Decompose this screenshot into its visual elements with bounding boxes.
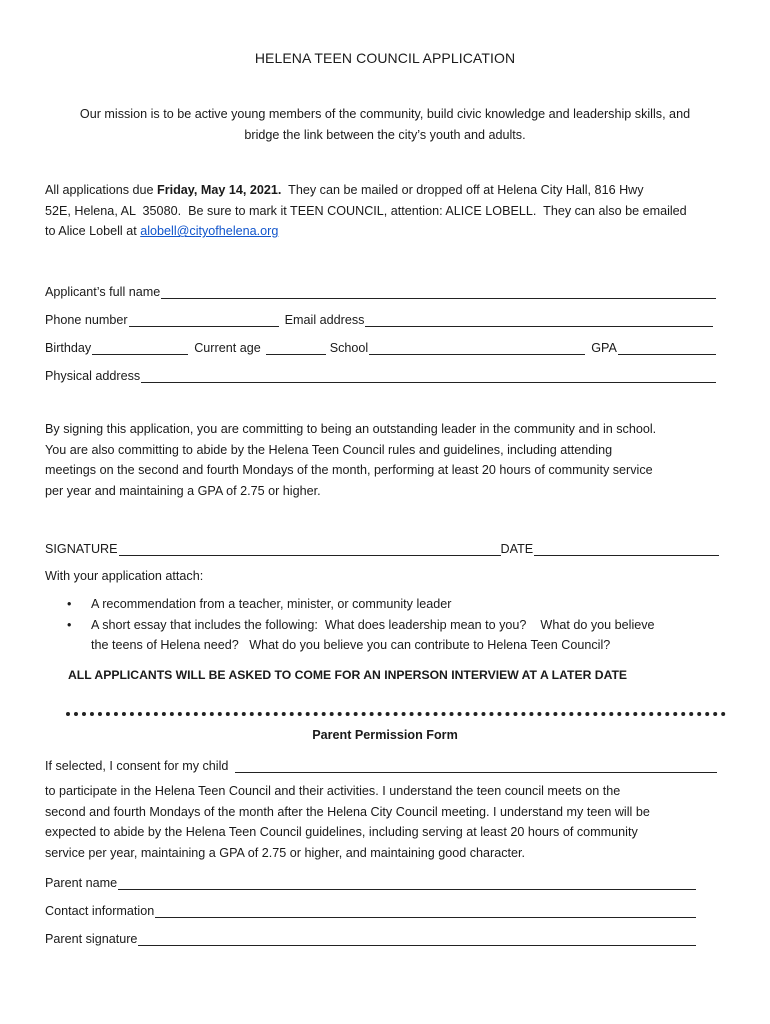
parent-signature-line[interactable] (138, 931, 696, 946)
email-link[interactable]: alobell@cityofhelena.org (140, 224, 279, 239)
bullet-icon: • (67, 617, 72, 632)
commitment-line: meetings on the second and fourth Mondays of the month, performing at least 20 hours of community service (45, 463, 653, 478)
commitment-line: You are also committing to abide by the Helena Teen Council rules and guidelines, including attending (45, 442, 613, 457)
contact-info-label: Contact information (45, 904, 155, 918)
due-line: All applications due Friday, May 14, 2021. They can be mailed or dropped off at Helena City Hall, 816 Hwy (45, 183, 644, 197)
email-label: Email address (284, 313, 365, 327)
consent-line: service per year, maintaining a GPA of 2.75 or higher, and maintaining good character. (45, 845, 526, 860)
due-date: Friday, May 14, 2021. (157, 183, 282, 197)
attach-intro: With your application attach: (45, 569, 204, 583)
consent-line: to participate in the Helena Teen Council and their activities. I understand the teen council meets on the (45, 784, 621, 798)
signature-date-row (45, 538, 719, 556)
commitment-line: By signing this application, you are committing to being an outstanding leader in the community and in school. (45, 422, 657, 436)
interview-notice: ALL APPLICANTS WILL BE ASKED TO COME FOR AN INPERSON INTERVIEW AT A LATER DATE (68, 668, 628, 682)
section-divider (66, 712, 726, 716)
page-title: HELENA TEEN COUNCIL APPLICATION (254, 50, 516, 66)
birthday-label: Birthday (45, 341, 92, 355)
birthday-line[interactable] (92, 340, 188, 355)
full-name-field[interactable] (45, 281, 716, 299)
gpa-line[interactable] (618, 340, 716, 355)
address-field[interactable] (45, 365, 716, 383)
parent-form-heading: Parent Permission Form (312, 728, 458, 742)
parent-name-line[interactable] (118, 875, 696, 890)
list-item: • A short essay that includes the following: What does leadership mean to you? What do you believe the teens of Helena need? What do you believe you can contribute to Helena Teen Council? (45, 615, 735, 656)
list-item: • A recommendation from a teacher, minister, or community leader (45, 594, 735, 615)
parent-name-field[interactable] (45, 872, 696, 890)
due-date-paragraph (45, 180, 745, 242)
due-line: to Alice Lobell at alobell@cityofhelena.org (45, 224, 279, 239)
bullet-icon: • (67, 597, 72, 611)
attachment-list (45, 594, 735, 656)
signature-label: SIGNATURE (45, 542, 118, 556)
date-line[interactable] (534, 541, 719, 556)
email-line[interactable] (365, 312, 713, 327)
date-label: DATE (500, 542, 534, 556)
consent-label: If selected, I consent for my child (45, 759, 229, 773)
parent-signature-label: Parent signature (45, 932, 138, 946)
school-line[interactable] (369, 340, 585, 355)
commitment-line: per year and maintaining a GPA of 2.75 or higher. (45, 483, 321, 498)
consent-line: second and fourth Mondays of the month after the Helena City Council meeting. I understand my teen will be (45, 804, 650, 819)
parent-signature-field[interactable] (45, 928, 696, 946)
consent-paragraph (45, 781, 745, 863)
mission-line: Our mission is to be active young members of the community, build civic knowledge and leadership skills, and (79, 107, 691, 121)
mission-line: bridge the link between the city’s youth and adults. (244, 127, 526, 142)
contact-info-line[interactable] (155, 903, 696, 918)
phone-label: Phone number (45, 313, 128, 327)
age-line[interactable] (266, 340, 326, 355)
parent-name-label: Parent name (45, 876, 118, 890)
address-line[interactable] (141, 368, 716, 383)
address-label: Physical address (45, 369, 141, 383)
age-label: Current age (194, 341, 261, 355)
commitment-paragraph (45, 419, 745, 501)
gpa-label: GPA (591, 341, 617, 355)
full-name-label: Applicant’s full name (45, 285, 161, 299)
child-name-line[interactable] (235, 758, 717, 773)
contact-info-field[interactable] (45, 900, 696, 918)
phone-email-row (45, 309, 713, 327)
consent-line: expected to abide by the Helena Teen Council guidelines, including serving at least 20 hours of community (45, 825, 638, 840)
phone-line[interactable] (129, 312, 279, 327)
consent-child-field[interactable] (45, 755, 717, 773)
mission-statement (40, 104, 730, 145)
school-label: School (329, 341, 369, 355)
birthday-age-school-gpa-row (45, 337, 716, 355)
due-line: 52E, Helena, AL 35080. Be sure to mark it TEEN COUNCIL, attention: ALICE LOBELL. They can also be emailed (45, 203, 687, 218)
signature-line[interactable] (119, 541, 501, 556)
full-name-line[interactable] (161, 284, 716, 299)
